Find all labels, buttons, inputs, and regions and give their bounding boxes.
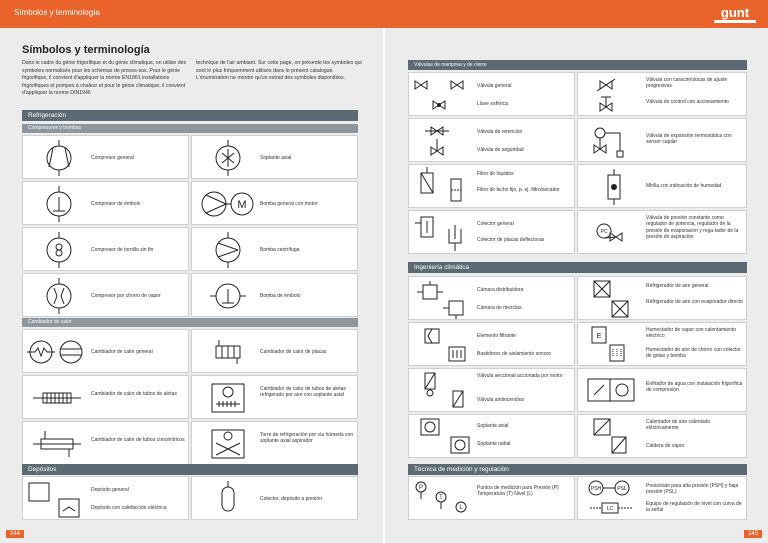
cooling-tower-icon (206, 425, 250, 463)
symbol-cell (22, 421, 189, 465)
piston-compressor-icon (39, 185, 79, 223)
page-number-left: 244 (6, 530, 24, 538)
symbol-cell (22, 476, 189, 520)
control-valve-icon (588, 75, 638, 115)
symbol-cell (191, 375, 358, 419)
gunt-logo (712, 3, 758, 25)
symbol-cell (22, 273, 189, 317)
symbol-cell (22, 181, 189, 225)
section-depositos: Depósitos (22, 464, 358, 475)
symbol-label: Bastidores de aislamiento sonoro (477, 351, 551, 357)
symbol-label: Humectador de vapor con calentamiento eléctrico (646, 327, 737, 340)
distributor-chamber-icon (413, 279, 471, 319)
page-title: Símbolos y terminología (22, 44, 150, 56)
section-climatica: Ingeniería climática (408, 262, 747, 273)
intro-text-right: technique de l'air ambiant. Sur cette page, on présente les symboles qui sont le plus fréquemment utilisés dans le présent catalogue. L'énumération ne montre qu'un extrait des symboles disponibles. (196, 60, 362, 82)
symbol-cell (577, 476, 747, 520)
air-heater-icon (588, 417, 634, 457)
symbol-cell (191, 135, 358, 179)
symbol-cell (577, 414, 747, 458)
symbol-label: Cambiador de calor general (91, 349, 153, 355)
heat-exchanger-general-icon (25, 333, 87, 371)
symbol-label: Filtro de lecho fijo, p. ej. filtro/secador (477, 187, 560, 193)
air-cooled-exchanger-icon (206, 379, 250, 417)
filter-element-icon (413, 325, 471, 365)
symbol-cell (577, 276, 747, 320)
compressor-general-icon (39, 139, 79, 177)
svg-text:PSL: PSL (617, 486, 627, 492)
svg-text:M: M (237, 199, 247, 211)
symbol-label: Bomba centrífuga (260, 247, 300, 253)
expansion-valve-icon (588, 121, 638, 161)
tank-icon (25, 479, 85, 519)
symbol-cell (408, 476, 575, 520)
symbol-label: Depósito general (91, 487, 129, 493)
motor-damper-icon (413, 371, 471, 411)
symbol-cell (191, 476, 358, 520)
symbol-cell (408, 368, 575, 412)
humidifier-icon (588, 325, 634, 365)
section-refrigeracion: Refrigeración (22, 110, 358, 121)
symbol-label: Compresor de émbolo (91, 201, 141, 207)
symbol-label: Calentador de aire calentado eléctricamente (646, 419, 711, 432)
header-title: Símbolos y terminología (14, 8, 100, 17)
symbol-label: Elemento filtrante (477, 333, 516, 339)
symbol-label: Cambiador de calor de tubos concéntricos (91, 437, 185, 443)
motor-pump-icon (198, 185, 258, 223)
symbol-label: Cámara de mezclas (477, 305, 522, 311)
valve-general-icon (411, 75, 473, 115)
symbol-label: Soplante axial (260, 155, 292, 161)
section-medicion: Técnica de medición y regulación (408, 464, 747, 475)
symbol-cell (191, 273, 358, 317)
symbol-cell (191, 181, 358, 225)
concentric-tube-exchanger-icon (29, 425, 85, 463)
symbol-label: Bomba general con motor (260, 201, 318, 207)
piston-pump-icon (208, 277, 248, 315)
symbol-cell (408, 72, 575, 116)
symbol-cell (22, 135, 189, 179)
symbol-label: Filtro de líquidos (477, 171, 514, 177)
svg-text:E: E (596, 333, 602, 340)
symbol-label: Colector general (477, 221, 514, 227)
symbol-label: Válvula general (477, 83, 512, 89)
symbol-cell (408, 164, 575, 208)
symbol-cell (191, 421, 358, 465)
air-cooler-icon (588, 279, 634, 319)
symbol-label: Válvula de retención (477, 129, 523, 135)
page-gutter (383, 28, 385, 543)
liquid-filter-icon (411, 167, 473, 207)
symbol-label: Colector, depósito a presión (260, 496, 322, 502)
symbol-label: Torre de refrigeración por vía húmeda con soplante axial aspirador (260, 432, 354, 445)
symbol-label: Compresor general (91, 155, 134, 161)
symbol-cell (408, 414, 575, 458)
header-bar (0, 0, 768, 28)
symbol-cell (22, 375, 189, 419)
pressure-regulator-icon (588, 213, 638, 253)
vapor-jet-compressor-icon (39, 277, 79, 315)
symbol-label: Soplante axial (477, 423, 509, 429)
symbol-label: Compresor de tornillo sin fin (91, 247, 154, 253)
page-number-right: 245 (744, 530, 762, 538)
svg-text:PSH: PSH (590, 486, 602, 492)
collector-icon (411, 213, 473, 253)
logo-text: gunt (720, 5, 750, 20)
subsection-compresores: Compresores y bombas (22, 124, 358, 133)
pressure-vessel-icon (208, 479, 248, 519)
fan-icon (413, 417, 471, 457)
symbol-cell (577, 322, 747, 366)
finned-tube-exchanger-icon (29, 379, 85, 417)
screw-compressor-icon (39, 231, 79, 269)
symbol-label: Puntos de medición para Presión (P) Temperatura (T) Nivel (L) (477, 485, 559, 498)
symbol-cell (408, 210, 575, 254)
symbol-cell (577, 368, 747, 412)
sight-glass-icon (594, 167, 634, 207)
symbol-label: Válvula con características de ajuste progresivas (646, 77, 728, 90)
symbol-label: Válvula de seguridad (477, 147, 524, 153)
plate-heat-exchanger-icon (208, 333, 248, 371)
svg-text:PC: PC (600, 229, 608, 235)
symbol-label: Presostato para alta presión (PSH) y baja presión (PSL) (646, 483, 739, 496)
symbol-cell (577, 118, 747, 162)
symbol-label: Cambiador de calor de tubos de aletas refrigerado por aire con soplante axial (260, 386, 346, 399)
symbol-cell (408, 276, 575, 320)
symbol-cell (191, 329, 358, 373)
symbol-label: Mirilla con indicación de humedad (646, 183, 722, 189)
symbol-label: Refrigerador de aire general (646, 283, 709, 289)
symbol-label: Soplante radial (477, 441, 511, 447)
axial-fan-icon (208, 139, 248, 177)
symbol-label: Compresor por chorro de vapor (91, 293, 161, 299)
symbol-label: Depósito con calefacción eléctrica (91, 505, 167, 511)
symbol-label: Cambiador de calor de placas (260, 349, 327, 355)
symbol-label: Válvula de expansión termostática con sensor capilar (646, 133, 732, 146)
measuring-point-icon (411, 479, 473, 519)
symbol-label: Equipo de regulación de nivel con curva de la señal (646, 501, 742, 514)
symbol-cell (577, 72, 747, 116)
symbol-label: Válvula antiincendios (477, 397, 524, 403)
symbol-label: Bomba de émbolo (260, 293, 301, 299)
symbol-label: Refrigerador de aire con evaporador directo (646, 299, 743, 305)
symbol-cell (408, 118, 575, 162)
symbol-label: Enfriador de agua con instalación frigorífica de compresión (646, 381, 743, 394)
symbol-label: Válvula de presión constante como regulador de potencia, regulador de la presión de evaporación y regu-lador de la presión de aspiración (646, 215, 739, 241)
symbol-label: Cambiador de calor de tubos de aletas (91, 391, 177, 397)
symbol-cell (577, 210, 747, 254)
symbol-label: Válvula de control con accionamiento (646, 99, 729, 105)
check-valve-icon (423, 121, 463, 161)
symbol-label: Colector de placas deflectoras (477, 237, 545, 243)
svg-text:LC: LC (606, 506, 614, 512)
pressure-switch-icon (582, 479, 642, 519)
symbol-cell (22, 329, 189, 373)
symbol-label: Caldera de vapor (646, 443, 685, 449)
symbol-cell (191, 227, 358, 271)
symbol-label: Llave esférica (477, 101, 508, 107)
subsection-cambiador: Cambiador de calor (22, 318, 358, 327)
symbol-label: Válvula seccional accionada por motor (477, 373, 563, 379)
svg-text:L: L (459, 505, 463, 511)
centrifugal-pump-icon (208, 231, 248, 269)
symbol-label: Humectador de aire de chorro con colector de gotas y bomba (646, 347, 741, 360)
svg-text:T: T (439, 495, 443, 501)
symbol-cell (22, 227, 189, 271)
symbol-cell (408, 322, 575, 366)
section-valvulas: Válvulas de mariposa y de cierre (408, 60, 747, 70)
water-chiller-icon (586, 373, 638, 409)
svg-text:P: P (418, 485, 424, 491)
intro-text-left: Dans le cadre du génie frigorifique et du génie climatique, on utilise des symboles normalisés pour les schémas de proces-sus. Pour le génie frigorifique, il convient d'appliquer la norme EN1861 installations frigorifiques et pompes à chaleur et pour le génie climatique, il convient d'appliquer la norme DIN1946 (22, 60, 187, 97)
symbol-cell (577, 164, 747, 208)
symbol-label: Cámara distribuidora (477, 287, 524, 293)
